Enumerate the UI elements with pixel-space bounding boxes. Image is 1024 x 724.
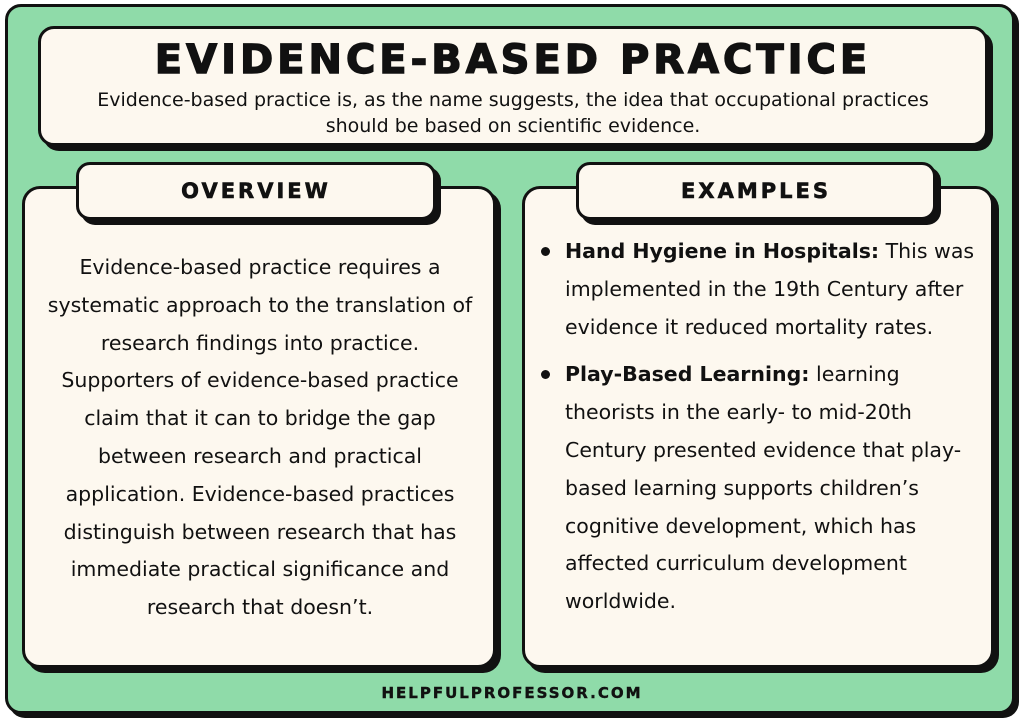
examples-panel <box>522 186 994 668</box>
header-card <box>38 26 988 146</box>
page-subtitle: Evidence-based practice is, as the name suggests, the idea that occupational practices should be based on scientific evidence. <box>97 89 929 137</box>
example-item <box>539 233 979 346</box>
bullet-icon <box>541 370 550 379</box>
example-term: Hand Hygiene in Hospitals: <box>565 239 880 263</box>
example-text: learning theorists in the early- to mid-20th Century presented evidence that play-based learning supports children’s cognitive development, which has affected curriculum development worldwide. <box>565 362 962 614</box>
footer-brand: HELPFULPROFESSOR.COM <box>381 684 643 702</box>
bullet-icon <box>541 247 550 256</box>
examples-list <box>539 233 979 631</box>
overview-panel <box>22 186 496 668</box>
example-item <box>539 356 979 621</box>
overview-heading: OVERVIEW <box>76 162 436 220</box>
example-term: Play-Based Learning: <box>565 362 810 387</box>
examples-heading: EXAMPLES <box>576 162 936 220</box>
page-title: EVIDENCE-BASED PRACTICE <box>154 37 872 83</box>
overview-body: Evidence-based practice requires a systematic approach to the translation of research findings into practice. Supporters of evidence-based practice claim that it can to bridge the gap between research and practical application. Evidence-based practices distinguish between research that has immediate practical significance and research that doesn’t. <box>47 255 473 620</box>
example-text: This was implemented in the 19th Century after evidence it reduced mortality rates. <box>565 239 975 339</box>
